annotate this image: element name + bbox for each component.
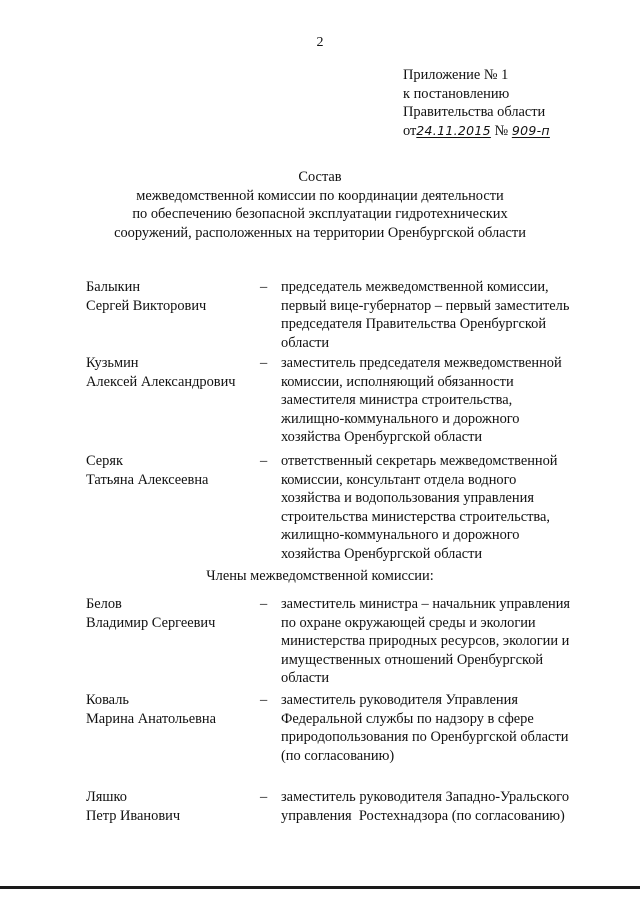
description-line: ответственный секретарь межведомственной [281, 453, 558, 469]
description-line: (по согласованию) [281, 747, 395, 764]
description-line: Федеральной службы по надзору в сфере [281, 710, 534, 727]
dash: – [260, 279, 268, 295]
description-line: имущественных отношений Оренбургской [281, 651, 544, 668]
surname: Серяк [86, 453, 123, 469]
document-title [0, 168, 640, 242]
dash: – [260, 789, 268, 805]
description-line: первый вице-губернатор – первый заместитель [281, 297, 570, 314]
title-main: Состав [298, 169, 342, 185]
description-line: заместитель председателя межведомственной [281, 355, 562, 371]
given-name: Петр Иванович [86, 807, 181, 824]
position-description [281, 788, 601, 825]
person-name [86, 278, 256, 315]
dash: – [260, 596, 268, 612]
description-line: председателя Правительства Оренбургской [281, 316, 547, 332]
description-line: заместитель министра – начальник управления [281, 596, 571, 612]
dash: – [260, 692, 268, 708]
given-name: Владимир Сергеевич [86, 614, 216, 631]
handwritten-number: 909-п [511, 122, 550, 138]
title-line: межведомственной комиссии по координации деятельности [136, 187, 504, 204]
description-line: по охране окружающей среды и экологии [281, 614, 536, 631]
appendix-line: Правительства области [403, 104, 546, 120]
dash: – [260, 453, 268, 469]
title-line: по обеспечению безопасной эксплуатации гидротехнических [132, 206, 508, 222]
surname: Коваль [86, 692, 129, 708]
dash: – [260, 355, 268, 371]
position-description [281, 452, 601, 563]
description-line: председатель межведомственной комиссии, [281, 279, 549, 295]
description-line: области [281, 334, 330, 351]
description-line: жилищно-коммунального и дорожного [281, 527, 520, 543]
title-line: сооружений, расположенных на территории Оренбургской области [114, 224, 526, 241]
appendix-header [403, 66, 623, 140]
description-line: области [281, 670, 330, 686]
description-line: министерства природных ресурсов, экологии и [281, 633, 570, 649]
description-line: природопользования по Оренбургской области [281, 729, 569, 745]
given-name: Татьяна Алексеевна [86, 471, 209, 488]
position-description [281, 354, 601, 447]
handwritten-date: 24.11.2015 [416, 122, 491, 138]
person-name [86, 452, 256, 489]
description-line: хозяйства Оренбургской области [281, 545, 483, 562]
description-line: строительства министерства строительства, [281, 508, 550, 525]
given-name: Марина Анатольевна [86, 710, 216, 727]
given-name: Сергей Викторович [86, 297, 207, 314]
description-line: жилищно-коммунального и дорожного [281, 410, 520, 427]
surname: Ляшко [86, 789, 127, 805]
bottom-scan-rule [0, 886, 640, 889]
given-name: Алексей Александрович [86, 373, 236, 390]
appendix-line: Приложение № 1 [403, 67, 509, 83]
number-prefix: № [494, 122, 509, 139]
appendix-date-row [403, 122, 623, 141]
appendix-line: к постановлению [403, 85, 510, 102]
person-name [86, 788, 256, 825]
members-heading: Члены межведомственной комиссии: [206, 568, 434, 584]
description-line: хозяйства Оренбургской области [281, 429, 483, 445]
description-line: комиссии, консультант отдела водного [281, 471, 517, 488]
description-line: управления Ростехнадзора (по согласованию) [281, 807, 565, 824]
description-line: заместитель руководителя Западно-Уральского [281, 789, 570, 805]
position-description [281, 595, 601, 688]
position-description [281, 691, 601, 765]
surname: Белов [86, 596, 122, 612]
page-number: 2 [316, 35, 324, 50]
description-line: заместителя министра строительства, [281, 392, 513, 408]
surname: Балыкин [86, 279, 141, 295]
person-name [86, 354, 256, 391]
position-description [281, 278, 601, 352]
description-line: заместитель руководителя Управления [281, 692, 518, 708]
date-prefix: от [403, 122, 417, 139]
surname: Кузьмин [86, 355, 139, 371]
person-name [86, 691, 256, 728]
description-line: хозяйства и водопользования управления [281, 490, 534, 506]
person-name [86, 595, 256, 632]
description-line: комиссии, исполняющий обязанности [281, 373, 514, 390]
